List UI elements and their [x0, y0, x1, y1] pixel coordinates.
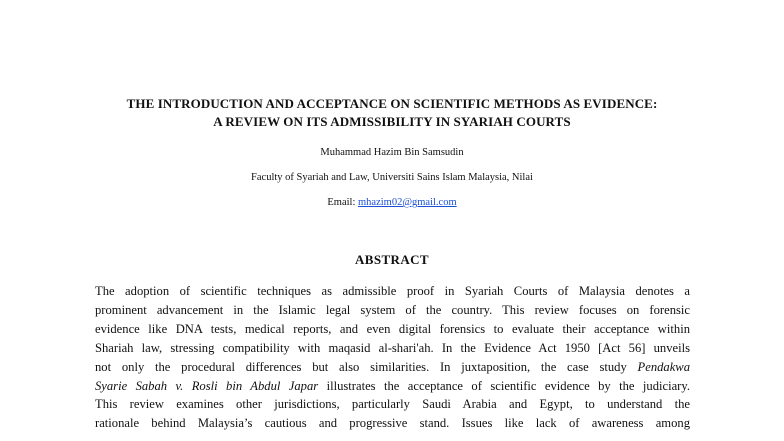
abstract-line: prominent advancement in the Islamic legal system of the country. This review focuses on forensic	[95, 302, 690, 317]
author-name: Muhammad Hazim Bin Samsudin	[320, 147, 464, 158]
abstract-line: evidence like DNA tests, medical reports, and even digital forensics to evaluate their acceptance within	[95, 321, 690, 336]
case-name-part-1: Pendakwa	[637, 359, 690, 374]
abstract-line	[95, 377, 690, 396]
case-name-part-2: Syarie Sabah v. Rosli bin Abdul Japar	[95, 378, 319, 393]
paper-title-line-2: A REVIEW ON ITS ADMISSIBILITY IN SYARIAH COURTS	[213, 114, 571, 129]
abstract-line: Shariah law, stressing compatibility with maqasid al-shari'ah. In the Evidence Act 1950 [Act 56] unveils	[95, 340, 690, 355]
abstract-line: This review examines other jurisdictions, particularly Saudi Arabia and Egypt, to understand the	[95, 397, 690, 412]
email-label: Email:	[327, 197, 356, 208]
abstract-line-text: illustrates the acceptance of scientific evidence by the judiciary.	[326, 378, 690, 393]
email-link[interactable]: mhazim02@gmail.com	[358, 197, 457, 208]
author-email-line	[0, 196, 784, 210]
abstract-line: rationale behind Malaysia’s cautious and progressive stand. Issues like lack of awareness among	[95, 416, 690, 431]
abstract-body	[95, 282, 690, 433]
abstract-heading: ABSTRACT	[355, 252, 429, 267]
paper-title-line-1: THE INTRODUCTION AND ACCEPTANCE ON SCIENTIFIC METHODS AS EVIDENCE:	[126, 96, 658, 111]
abstract-line-text: not only the procedural differences but also similarities. In juxtaposition, the case study	[95, 359, 627, 374]
author-affiliation: Faculty of Syariah and Law, Universiti Sains Islam Malaysia, Nilai	[251, 172, 533, 183]
abstract-line	[95, 358, 690, 377]
abstract-line: The adoption of scientific techniques as admissible proof in Syariah Courts of Malaysia denotes a	[95, 284, 690, 298]
